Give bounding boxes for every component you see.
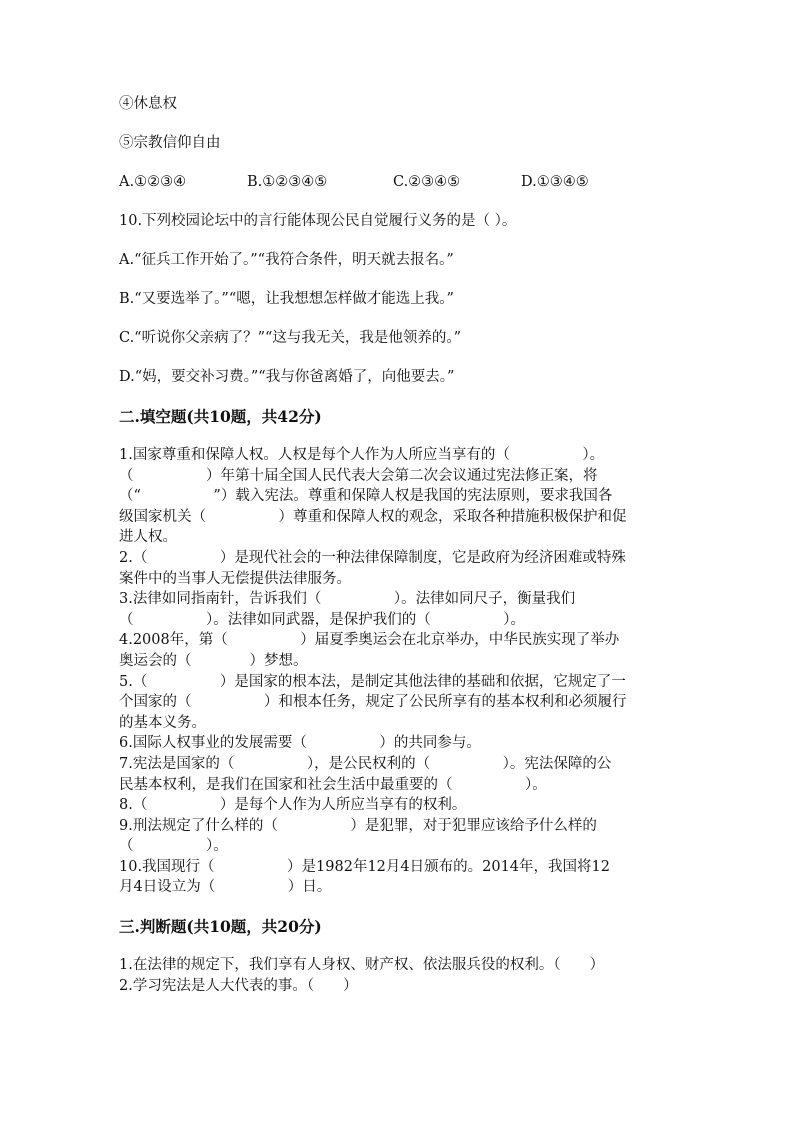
fill-line: （ ）。法律如同武器，是保护我们的（ ）。 xyxy=(119,611,525,628)
q9-item-4: ④休息权 xyxy=(119,96,177,112)
fill-line: 民基本权利，是我们在国家和社会生活中最重要的（ ）。 xyxy=(119,776,547,793)
fill-line: （“ ”）载入宪法。尊重和保障人权是我国的宪法原则，要求我国各 xyxy=(119,488,613,505)
fill-line: 级国家机关（ ）尊重和保障人权的观念，采取各种措施积极保护和促 xyxy=(119,508,627,525)
fill-line: （ ）年第十届全国人民代表大会第二次会议通过宪法修正案，将 xyxy=(119,467,598,484)
fill-line: 5.（ ）是国家的根本法，是制定其他法律的基础和依据，它规定了一 xyxy=(119,673,626,690)
true-false-questions xyxy=(119,955,679,997)
section-title-true-false: 三.判断题(共10题，共20分) xyxy=(119,917,322,937)
fill-in-questions xyxy=(119,445,679,898)
fill-line: 案件中的当事人无偿提供法律服务。 xyxy=(119,570,351,587)
fill-line: 奥运会的（ ）梦想。 xyxy=(119,652,308,669)
judge-line: 2.学习宪法是人大代表的事。（ ） xyxy=(119,978,358,995)
q9-option-b: B.①②③④⑤ xyxy=(247,174,328,190)
q9-options xyxy=(119,172,679,192)
q10-option-b: B.“又要选举了。”“嗯，让我想想怎样做才能选上我。” xyxy=(119,291,454,307)
fill-line: 9.刑法规定了什么样的（ ）是犯罪，对于犯罪应该给予什么样的 xyxy=(119,817,597,834)
q10-option-d: D.“妈，要交补习费。”“我与你爸离婚了，向他要去。” xyxy=(119,369,455,385)
fill-line: 7.宪法是国家的（ ），是公民权利的（ ）。宪法保障的公 xyxy=(119,755,612,772)
q9-option-d: D.①③④⑤ xyxy=(521,174,589,190)
fill-line: （ ）。 xyxy=(119,838,228,855)
fill-line: 个国家的（ ）和根本任务，规定了公民所享有的基本权利和必须履行 xyxy=(119,694,627,711)
q9-item-5: ⑤宗教信仰自由 xyxy=(119,135,221,151)
fill-line: 4.2008年，第（ ）届夏季奥运会在北京举办，中华民族实现了举办 xyxy=(119,632,620,649)
fill-line: 6.国际人权事业的发展需要（ ）的共同参与。 xyxy=(119,735,481,752)
fill-line: 的基本义务。 xyxy=(119,714,206,731)
fill-line: 月4日设立为（ ）日。 xyxy=(119,879,332,896)
fill-line: 2.（ ）是现代社会的一种法律保障制度，它是政府为经济困难或特殊 xyxy=(119,549,626,566)
fill-line: 3.法律如同指南针，告诉我们（ ）。法律如同尺子，衡量我们 xyxy=(119,591,576,608)
page-content xyxy=(119,94,679,997)
q10-stem: 10.下列校园论坛中的言行能体现公民自觉履行义务的是（ ）。 xyxy=(119,213,517,229)
q9-option-a: A.①②③④ xyxy=(119,174,187,190)
judge-line: 1.在法律的规定下，我们享有人身权、财产权、依法服兵役的权利。（ ） xyxy=(119,957,605,974)
fill-line: 1.国家尊重和保障人权。人权是每个人作为人所应当享有的（ ）。 xyxy=(119,447,605,463)
q10-option-a: A.“征兵工作开始了。”“我符合条件，明天就去报名。” xyxy=(119,252,454,268)
fill-line: 10.我国现行（ ）是1982年12月4日颁布的。2014年，我国将12 xyxy=(119,858,610,875)
fill-line: 进人权。 xyxy=(119,529,177,546)
q9-option-c: C.②③④⑤ xyxy=(393,174,461,190)
section-title-fill-in: 二.填空题(共10题，共42分) xyxy=(119,407,322,426)
fill-line: 8.（ ）是每个人作为人所应当享有的权利。 xyxy=(119,797,467,814)
q10-option-c: C.“听说你父亲病了？”“这与我无关，我是他领养的。” xyxy=(119,330,462,346)
